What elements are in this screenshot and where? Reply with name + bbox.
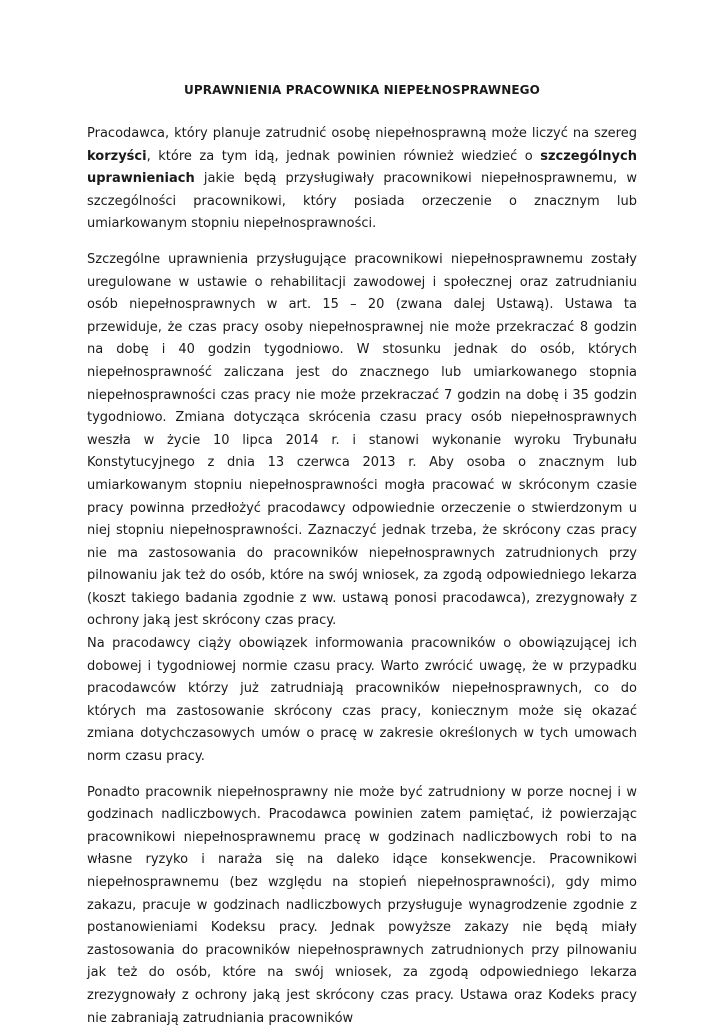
paragraph-night-overtime: Ponadto pracownik niepełnosprawny nie może być zatrudniony w porze nocnej i w godzinach nadliczbowych. Pracodawca powinien zatem pamiętać, iż powierzając pracownikowi niepełnosprawnemu pracę w godzinach nadliczbowych robi to na własne ryzyko i naraża się na daleko idące konsekwencje. Pracownikowi niepełnosprawnemu (bez względu na stopień niepełnosprawności), gdy mimo zakazu, pracuje w godzinach nadliczbowych przysługuje wynagrodzenie zgodnie z postanowieniami Kodeksu pracy. Jednak powyższe zakazy nie będą miały zastosowania do pracowników niepełnosprawnych zatrudnionych przy pilnowaniu jak też do osób, które na swój wniosek, za zgodą odpowiedniego lekarza zrezygnowały z ochrony jaką jest skrócony czas pracy. Ustawa oraz Kodeks pracy nie zabraniają zatrudniania pracowników (87, 784, 637, 1026)
paragraph-intro-text-3: jakie będą przysługiwały pracownikowi niepełnosprawnemu, w szczególności pracownikowi, który posiada orzeczenie o znacznym lub umiarkowanym stopniu niepełnosprawności. (87, 171, 637, 232)
paragraph-intro-text-2: , które za tym idą, jednak powinien również wiedzieć o (146, 148, 541, 164)
paragraph-intro-text-1: Pracodawca, który planuje zatrudnić osobę niepełnosprawną może liczyć na szereg (87, 126, 637, 141)
paragraph-intro (87, 123, 637, 236)
paragraph-employer-obligation: Na pracodawcy ciąży obowiązek informowania pracowników o obowiązującej ich dobowej i tygodniowej normie czasu pracy. Warto zwrócić uwagę, że w przypadku pracodawców którzy już zatrudniają pracowników niepełnosprawnych, co do których ma zastosowanie skrócony czas pracy, koniecznym może się okazać zmiana dotychczasowych umów o pracę w zakresie określonych w tych umowach norm czasu pracy. (87, 636, 637, 765)
paragraph-working-time: Szczególne uprawnienia przysługujące pracownikowi niepełnosprawnemu zostały uregulowane w ustawie o rehabilitacji zawodowej i społecznej oraz zatrudnianiu osób niepełnosprawnych w art. 15 – 20 (zwana dalej Ustawą). Ustawa ta przewiduje, że czas pracy osoby niepełnosprawnej nie może przekraczać 8 godzin na dobę i 40 godzin tygodniowo. W stosunku jednak do osób, których niepełnosprawność zaliczana jest do znacznego lub umiarkowanego stopnia niepełnosprawności czas pracy nie może przekraczać 7 godzin na dobę i 35 godzin tygodniowo. Zmiana dotycząca skrócenia czasu pracy osób niepełnosprawnych weszła w życie 10 lipca 2014 r. i stanowi wykonanie wyroku Trybunału Konstytucyjnego z dnia 13 czerwca 2013 r. Aby osoba o znacznym lub umiarkowanym stopniu niepełnosprawności mogła pracować w skróconym czasie pracy powinna przedłożyć pracodawcy odpowiednie orzeczenie o stwierdzonym u niej stopniu niepełnosprawności. Zaznaczyć jednak trzeba, że skrócony czas pracy nie ma zastosowania do pracowników niepełnosprawnych zatrudnionych przy pilnowaniu jak też do osób, które na swój wniosek, za zgodą odpowiedniego lekarza (koszt takiego badania zgodnie z ww. ustawą ponosi pracodawca), zrezygnowały z ochrony jaką jest skrócony czas pracy. (87, 251, 637, 629)
bold-term-korzysci: korzyści (87, 148, 147, 164)
document-title: UPRAWNIENIA PRACOWNIKA NIEPEŁNOSPRAWNEGO (184, 83, 540, 97)
bold-term-szczegolne-uprawnienia: szczególnych uprawnieniach (87, 148, 637, 187)
